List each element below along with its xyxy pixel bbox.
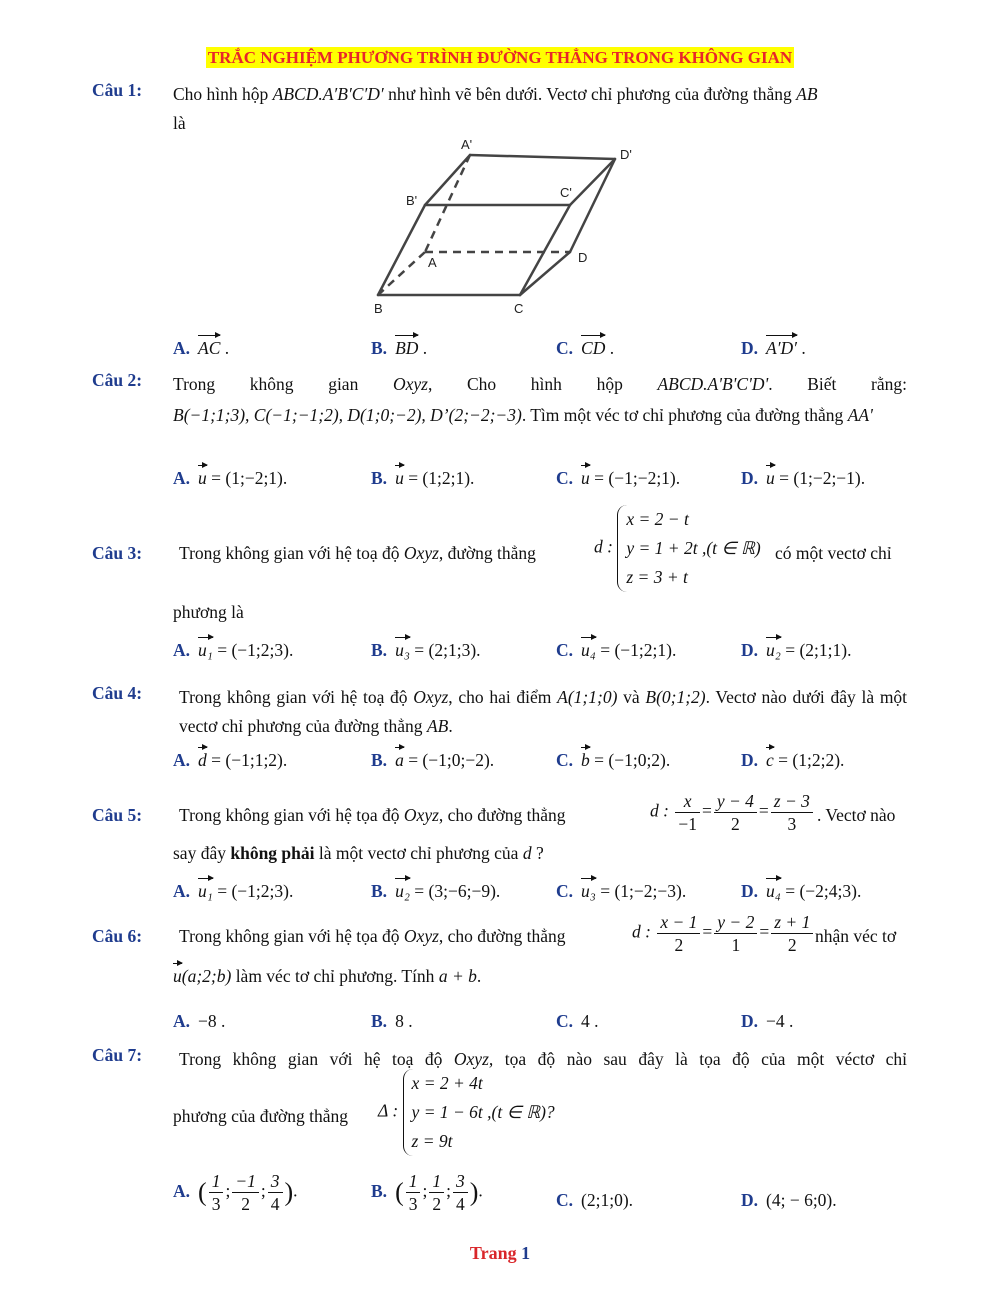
- option-c[interactable]: C. CD .: [556, 338, 615, 358]
- option-d[interactable]: D. u₄ = (−2;4;3).: [741, 881, 862, 901]
- option-a[interactable]: A. u₁ = (−1;2;3).: [173, 881, 294, 901]
- page-footer: Trang 1: [469, 1243, 531, 1263]
- question-text: Trong không gian với hệ tọa độ Oxyz, cho đường thẳng: [179, 926, 566, 946]
- option-a[interactable]: A. −8 .: [173, 1011, 226, 1031]
- option-b[interactable]: B. u₃ = (2;1;3).: [371, 640, 481, 660]
- page-title: TRẮC NGHIỆM PHƯƠNG TRÌNH ĐƯỜNG THẲNG TRONG KHÔNG GIAN: [207, 48, 793, 67]
- question-text: Cho hình hộp ABCD.A′B′C′D′ như hình vẽ bên dưới. Vectơ chỉ phương của đường thẳng AB là: [173, 84, 818, 133]
- option-c[interactable]: C. u = (−1;−2;1).: [556, 468, 681, 488]
- option-c[interactable]: C. (2;1;0).: [556, 1190, 634, 1210]
- vertex-label: A: [428, 255, 437, 270]
- vertex-label: A': [461, 137, 473, 152]
- question-text: Trong không gian với hệ tọa độ Oxyz, cho đường thẳng: [179, 805, 566, 825]
- question-2: Câu 2: Trong không gian Oxyz, Cho hình hộp ABCD.A'B'C'D'. Biết rằng: B(−1;1;3), C(−1;−1;2), D(1;0;−2), D’(2;−2;−3). Tìm một véc tơ chỉ phương của đường thẳng AA': [92, 370, 908, 425]
- option-a[interactable]: A. d = (−1;1;2).: [173, 750, 288, 770]
- option-d[interactable]: D. c = (1;2;2).: [741, 750, 845, 770]
- vertex-label: C': [560, 185, 572, 200]
- option-a[interactable]: A. u₁ = (−1;2;3).: [173, 640, 294, 660]
- vertex-label: B': [406, 193, 418, 208]
- option-c[interactable]: C. u₃ = (1;−2;−3).: [556, 881, 687, 901]
- option-c[interactable]: C. u₄ = (−1;2;1).: [556, 640, 677, 660]
- question-label: Câu 1:: [92, 80, 143, 100]
- vertex-label: D': [620, 147, 632, 162]
- option-b[interactable]: B. BD .: [371, 338, 428, 358]
- question-text: Trong không gian với hệ toạ độ Oxyz, đường thẳng: [179, 543, 536, 563]
- option-b[interactable]: B. a = (−1;0;−2).: [371, 750, 495, 770]
- option-d[interactable]: D. −4 .: [741, 1011, 794, 1031]
- parallelepiped-figure: [360, 135, 650, 320]
- question-7: Câu 7: Trong không gian với hệ toạ độ Oxyz, tọa độ nào sau đây là tọa độ của một véctơ chỉ: [92, 1045, 907, 1074]
- line-equation: d : x = 2 − t y = 1 + 2t ,(t ∈ ℝ) z = 3 + t: [594, 505, 767, 592]
- question-text: Trong không gian Oxyz, Cho hình hộp ABCD.A'B'C'D'. Biết rằng:: [173, 374, 908, 394]
- option-d[interactable]: D. u = (1;−2;−1).: [741, 468, 866, 488]
- option-a[interactable]: A. u = (1;−2;1).: [173, 468, 288, 488]
- option-d[interactable]: D. A′D′ .: [741, 338, 806, 358]
- option-b[interactable]: B. 8 .: [371, 1011, 413, 1031]
- line-equation: Δ : x = 2 + 4t y = 1 − 6t ,(t ∈ ℝ)? z = 9t: [378, 1069, 561, 1156]
- option-c[interactable]: C. 4 .: [556, 1011, 599, 1031]
- option-b[interactable]: B. u₂ = (3;−6;−9).: [371, 881, 501, 901]
- question-1: [92, 80, 907, 138]
- line-equation: d : $\frac{x - 1}{2}$ = $\frac{y - 2}{1}$ = $\frac{z + 1}{2}$: [632, 911, 815, 956]
- option-a[interactable]: A. ( $\frac{1}{3}$ ; $\frac{-1}{2}$ ; $\frac{3}{4}$ ).: [173, 1171, 298, 1214]
- option-c[interactable]: C. b = (−1;0;2).: [556, 750, 671, 770]
- vertex-label: D: [578, 250, 588, 265]
- option-a[interactable]: A. AC .: [173, 338, 230, 358]
- option-b[interactable]: B. ( $\frac{1}{3}$ ; $\frac{1}{2}$ ; $\frac{3}{4}$ ).: [371, 1171, 483, 1214]
- option-b[interactable]: B. u = (1;2;1).: [371, 468, 475, 488]
- line-equation: d : $\frac{x}{-1}$ = $\frac{y - 4}{2}$ = $\frac{z - 3}{3}$: [650, 790, 815, 835]
- question-text: Trong không gian với hệ toạ độ Oxyz, tọa độ nào sau đây là tọa độ của một véctơ chỉ: [179, 1049, 907, 1069]
- question-text: Trong không gian với hệ toạ độ Oxyz, cho hai điểm A(1;1;0) và B(0;1;2). Vectơ nào dưới đây là một vectơ chỉ phương của đường thẳng AB.: [179, 687, 908, 736]
- option-d[interactable]: D. (4; − 6;0).: [741, 1190, 837, 1210]
- vertex-label: C: [514, 301, 524, 316]
- question-4: Câu 4: Trong không gian với hệ toạ độ Oxyz, cho hai điểm A(1;1;0) và B(0;1;2). Vectơ nào dưới đây là một vectơ chỉ phương của đường thẳng AB.: [92, 683, 907, 741]
- vertex-label: B: [374, 301, 383, 316]
- option-d[interactable]: D. u₂ = (2;1;1).: [741, 640, 852, 660]
